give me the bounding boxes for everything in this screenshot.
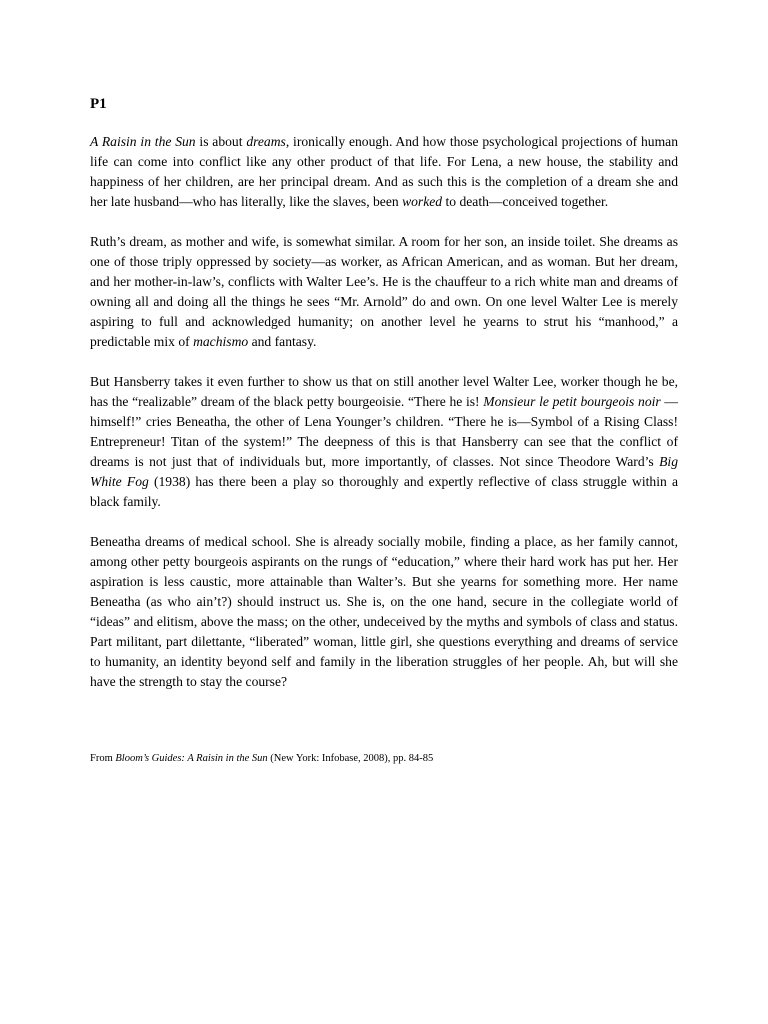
text-run: is about [195,134,247,149]
text-run: , ironically enough. And how those psychological projections of human life can come into conflict like any other product of that life. For Lena, a new house, the stability and happiness of her children, are her principal dream. And as such this is the completion of a dream she and her late husband—who has literally, like the slaves, been [90,134,679,209]
text-run: Bloom’s Guides: A Raisin in the Sun [115,753,268,764]
text-run: —himself!” cries Beneatha, the other of Lena Younger’s children. “There he is—Symbol of a Rising Class! Entrepreneur! Titan of the system!” The deepness of this is that Hansberry can see that the conflict of dreams is not just that of individuals but, more importantly, of classes. Not since Theodore Ward’s [90,394,678,469]
document-page [90,96,679,764]
text-run: machismo [193,334,249,349]
source-citation [90,752,433,766]
text-run: worked [402,194,443,209]
text-run: But Hansberry takes it even further to show us that on still another level Walter Lee, worker though he be, has the “realizable” dream of the black petty bourgeoisie. “There he is! [90,374,678,409]
text-run: Beneatha dreams of medical school. She is already socially mobile, finding a place, as her family cannot, among other petty bourgeois aspirants on the rungs of “education,” where their hard work has put her. Her aspiration is less caustic, more attainable than Walter’s. But she yearns for something more. Her name Beneatha (as who ain’t?) should instruct us. She is, on the one hand, secure in the collegiate world of “ideas” and elitism, above the mass; on the other, undeceived by the myths and symbols of class and status. Part militant, part dilettante, “liberated” woman, little girl, she questions everything and dreams of service to humanity, an identity beyond self and family in the liberation struggles of her people. Ah, but will she have the strength to stay the course? [90,534,678,689]
page-heading: P1 [90,96,107,112]
text-run: to death—conceived together. [442,194,609,209]
text-run: dreams [246,134,286,149]
text-run: (1938) has there been a play so thoroughly and expertly reflective of class struggle within a black family. [90,474,678,509]
text-run: and fantasy. [248,334,317,349]
paragraph [90,132,678,212]
paragraph [90,232,678,352]
text-run: Ruth’s dream, as mother and wife, is somewhat similar. A room for her son, an inside toilet. She dreams as one of those triply oppressed by society—as worker, as African American, and as woman. But her dream, and her mother-in-law’s, conflicts with Walter Lee’s. He is the chauffeur to a rich white man and dreams of owning all and doing all the things he sees “Mr. Arnold” do and own. On one level Walter Lee is merely aspiring to full and acknowledged humanity; on another level he yearns to strut his “manhood,” a predictable mix of [90,234,678,349]
text-run: (New York: Infobase, 2008), pp. 84-85 [267,753,434,764]
text-run: From [90,753,116,764]
text-run: A Raisin in the Sun [90,134,196,149]
paragraph [90,372,678,512]
text-run: Big White Fog [90,454,678,489]
paragraph [90,532,678,692]
text-run: Monsieur le petit bourgeois noir [483,394,661,409]
